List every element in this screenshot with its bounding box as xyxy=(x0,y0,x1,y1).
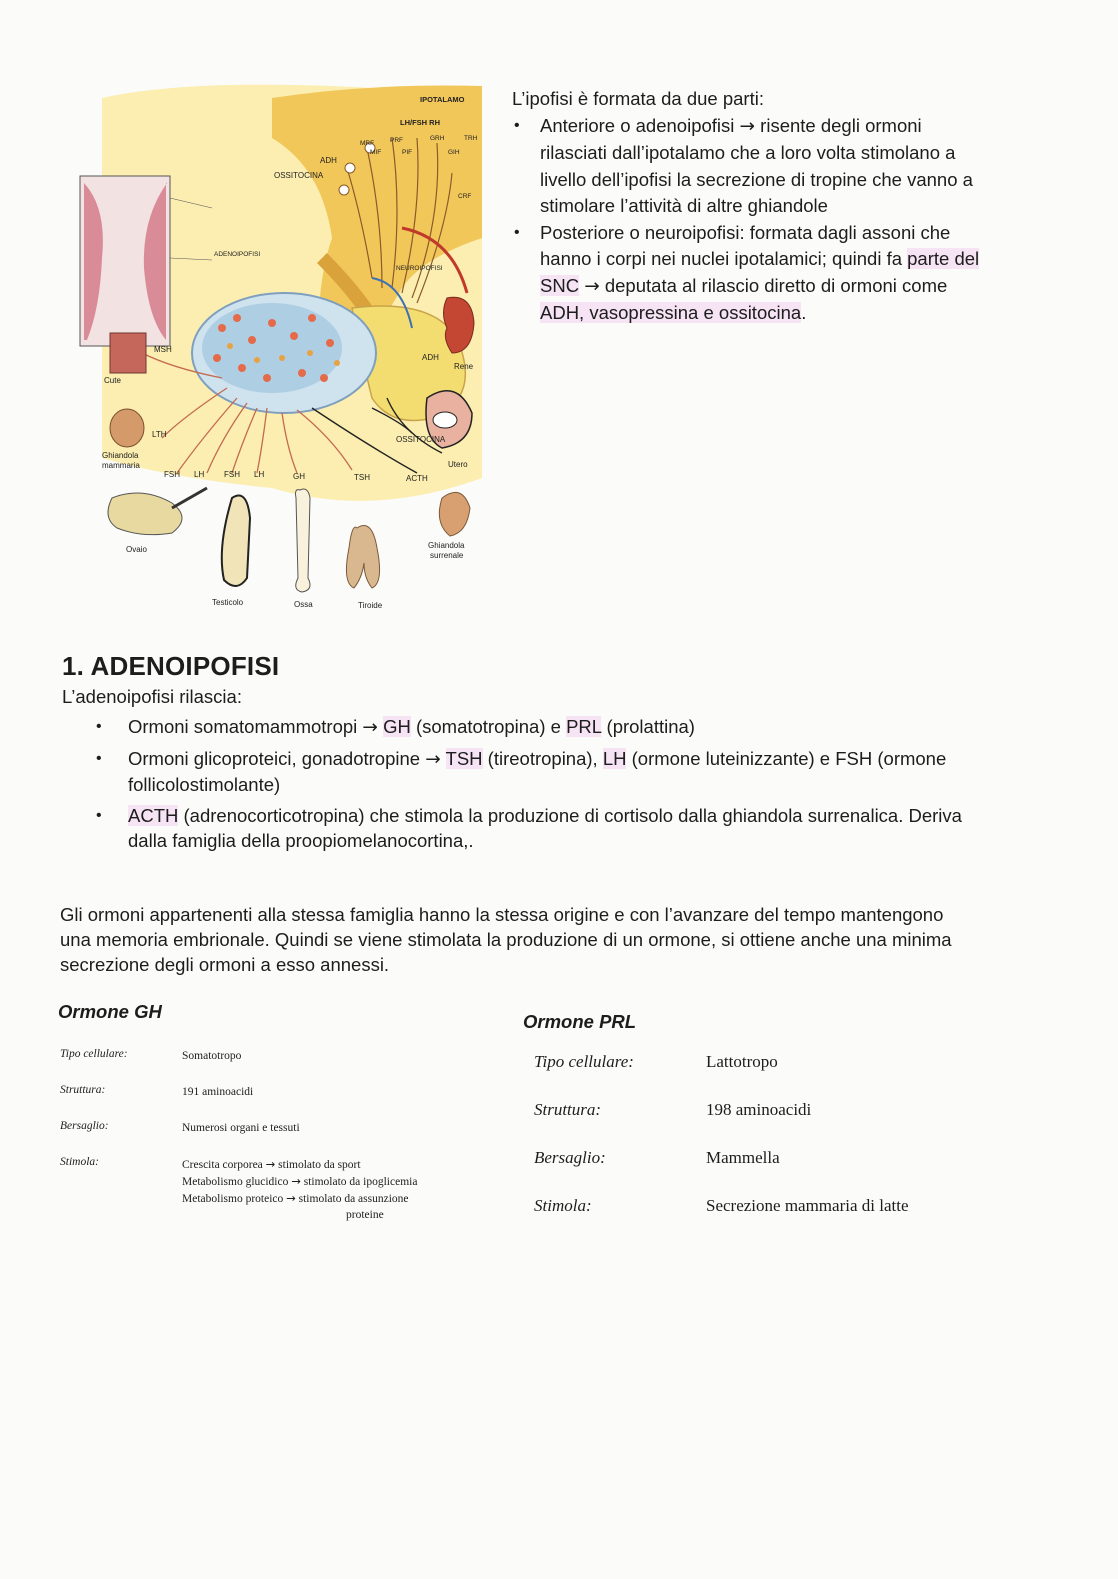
intro-line: L’ipofisi è formata da due parti: xyxy=(512,88,764,109)
prl-tipo-key: Tipo cellulare: xyxy=(534,1052,634,1071)
posterior-end: . xyxy=(801,302,807,323)
fig-label-ossitocina-bottom: OSSITOCINA xyxy=(396,435,446,444)
fig-label-fsh-1: FSH xyxy=(164,470,180,479)
gh-tipo-key: Tipo cellulare: xyxy=(60,1048,128,1060)
hl-tsh: TSH xyxy=(445,748,483,769)
gh-stimola-1a: Crescita corporea xyxy=(182,1159,266,1171)
fig-label-ghiandola-mammaria-2: mammaria xyxy=(102,461,140,470)
fig-label-adh-top: ADH xyxy=(320,156,337,165)
fig-label-pif: PIF xyxy=(402,149,413,156)
gh-bersaglio-value: Numerosi organi e tessuti xyxy=(182,1122,300,1134)
gh-struttura-value: 191 aminoacidi xyxy=(182,1086,254,1098)
fig-label-trh: TRH xyxy=(464,135,478,142)
fig-label-mrf: MRF xyxy=(360,140,375,147)
gh-stimola-key: Stimola: xyxy=(60,1156,99,1168)
table-row xyxy=(60,1156,417,1243)
fig-label-grh: GRH xyxy=(430,135,445,142)
gh-struttura-key: Struttura: xyxy=(60,1084,106,1096)
item2-text-3: (ormone luteinizzante) e FSH (ormone follicolostimolante) xyxy=(128,748,947,795)
fig-label-tiroide: Tiroide xyxy=(358,601,383,610)
fig-label-ghiandola-surrenale-2: surrenale xyxy=(430,551,464,560)
gh-table xyxy=(60,1048,417,1243)
posterior-text-1: : formata dagli assoni che hanno i corpi nei nuclei ipotalamici; quindi fa xyxy=(540,221,951,269)
table-row xyxy=(60,1120,417,1156)
item1-text: Ormoni somatomammotropi xyxy=(128,716,363,737)
posterior-label: Posteriore o neuroipofisi xyxy=(540,221,740,243)
intro-item-anterior xyxy=(512,113,992,220)
item1-text-3: (prolattina) xyxy=(601,716,695,737)
fig-label-adenoipofisi: ADENOIPOFISI xyxy=(214,251,261,258)
intro-block xyxy=(512,86,992,327)
gh-stimola-value xyxy=(182,1156,417,1243)
prl-bersaglio-key: Bersaglio: xyxy=(534,1148,606,1167)
prl-stimola-key: Stimola: xyxy=(534,1196,592,1215)
fig-label-msh: MSH xyxy=(154,345,172,354)
arrow-icon: → xyxy=(286,1191,296,1205)
table-row xyxy=(534,1100,909,1148)
prl-title: Ormone PRL xyxy=(523,1011,637,1032)
section-item-somatomammotropi xyxy=(92,714,992,740)
fig-label-ipotalamo: IPOTALAMO xyxy=(420,95,465,104)
hl-gh: GH xyxy=(383,716,411,737)
arrow-icon: → xyxy=(362,717,378,738)
arrow-icon: → xyxy=(291,1174,301,1188)
fig-label-utero: Utero xyxy=(448,460,468,469)
fig-label-ovaio: Ovaio xyxy=(126,545,147,554)
arrow-icon: → xyxy=(265,1157,276,1171)
prl-struttura-key: Struttura: xyxy=(534,1100,602,1119)
posterior-highlight-snc: parte del SNC xyxy=(540,248,980,296)
table-row xyxy=(534,1196,909,1244)
ossa-organ xyxy=(296,489,311,592)
anterior-text: risente degli ormoni rilasciati dall’ipotalamo che a loro volta stimolano a livello dell’ipofisi la secrezione di tropine che vanno a stimolare l’attività di altre ghiandole xyxy=(540,114,973,216)
fig-label-ghiandola-mammaria-1: Ghiandola xyxy=(102,451,139,460)
prl-tipo-value: Lattotropo xyxy=(706,1052,778,1071)
gh-stimola-3b: stimolato da assunzione xyxy=(295,1193,409,1205)
fig-label-crf: CRF xyxy=(458,193,472,200)
fig-label-adh-rene: ADH xyxy=(422,353,439,362)
item3-text: (adrenocorticotropina) che stimola la produzione di cortisolo dalla ghiandola surrenalica. Deriva dalla famiglia della proopiomelanocortina,. xyxy=(128,805,962,851)
section-item-glicoproteici xyxy=(92,746,992,797)
prl-stimola-value: Secrezione mammaria di latte xyxy=(706,1196,909,1215)
table-row xyxy=(534,1148,909,1196)
fig-label-gh: GH xyxy=(293,472,305,481)
prl-bersaglio-value: Mammella xyxy=(706,1148,780,1167)
gh-stimola-line-1 xyxy=(182,1156,417,1173)
prl-table xyxy=(534,1052,909,1244)
table-row xyxy=(534,1052,909,1100)
fig-label-mif: MIF xyxy=(370,149,382,156)
section-title: 1. ADENOIPOFISI xyxy=(62,651,280,681)
hl-lh: LH xyxy=(602,748,627,769)
ghiandola-surrenale-organ xyxy=(439,492,470,536)
fig-label-acth: ACTH xyxy=(406,474,428,483)
cute-organ xyxy=(110,333,146,373)
gh-stimola-line-2 xyxy=(182,1173,417,1190)
table-row xyxy=(60,1084,417,1120)
fig-label-neuroipofisi: NEUROIPOFISI xyxy=(396,265,443,272)
table-row xyxy=(60,1048,417,1084)
fig-label-gih: GIH xyxy=(448,149,460,156)
gh-stimola-1b: stimolato da sport xyxy=(275,1159,361,1171)
intro-list xyxy=(512,113,992,327)
arrow-icon: → xyxy=(584,275,600,297)
fig-label-testicolo: Testicolo xyxy=(212,598,244,607)
fig-label-fsh-2: FSH xyxy=(224,470,240,479)
ghiandola-mammaria-organ xyxy=(110,409,144,447)
gh-bersaglio-key: Bersaglio: xyxy=(60,1120,109,1132)
hl-prl: PRL xyxy=(566,716,602,737)
section-list xyxy=(92,714,992,859)
posterior-highlight-hormones: ADH, vasopressina e ossitocina xyxy=(540,302,802,323)
hypophysis-diagram xyxy=(72,78,492,623)
fig-label-rene: Rene xyxy=(454,362,474,371)
fig-label-ossa: Ossa xyxy=(294,600,313,609)
gh-title: Ormone GH xyxy=(58,1001,162,1022)
fig-label-lh-1: LH xyxy=(194,470,205,479)
ovaio-organ xyxy=(108,493,182,535)
gh-tipo-value: Somatotropo xyxy=(182,1050,242,1062)
anterior-label: Anteriore o adenoipofisi xyxy=(540,114,735,136)
gh-stimola-2b: stimolato da ipoglicemia xyxy=(300,1176,418,1188)
posterior-text-2: deputata al rilascio diretto di ormoni come xyxy=(599,274,948,296)
arrow-icon: → xyxy=(425,749,441,770)
fig-label-lth: LTH xyxy=(152,430,167,439)
intro-item-posterior xyxy=(512,220,992,327)
fig-label-ossitocina-top: OSSITOCINA xyxy=(274,171,324,180)
fig-label-tsh: TSH xyxy=(354,473,370,482)
testicolo-organ xyxy=(222,496,250,587)
item2-text-2: (tireotropina), xyxy=(482,748,603,769)
prl-struttura-value: 198 aminoacidi xyxy=(706,1100,812,1119)
item1-text-2: (somatotropina) e xyxy=(410,716,567,737)
fig-label-ghiandola-surrenale-1: Ghiandola xyxy=(428,541,465,550)
fig-label-cute: Cute xyxy=(104,376,121,385)
family-paragraph: Gli ormoni appartenenti alla stessa famiglia hanno la stessa origine e con l’avanzare del tempo mantengono una memoria embrionale. Quindi se viene stimolata la produzione di un ormone, si ottiene anche una minima secrezione degli ormoni a esso annessi. xyxy=(60,904,952,975)
item2-text: Ormoni glicoproteici, gonadotropine xyxy=(128,748,426,769)
hl-acth: ACTH xyxy=(128,805,179,826)
fig-label-prf: PRF xyxy=(390,137,403,144)
gh-stimola-2a: Metabolismo glucidico xyxy=(182,1176,292,1188)
fig-label-lh-2: LH xyxy=(254,470,265,479)
section-intro: L’adenoipofisi rilascia: xyxy=(62,686,242,707)
arrow-icon: → xyxy=(739,115,756,137)
gh-stimola-line-4: proteine xyxy=(346,1209,384,1221)
gh-stimola-line-3 xyxy=(182,1190,417,1207)
gh-stimola-3a: Metabolismo proteico xyxy=(182,1193,287,1205)
section-item-acth xyxy=(92,803,992,853)
tiroide-organ xyxy=(346,526,379,589)
fig-label-lhfshrh: LH/FSH RH xyxy=(400,118,440,127)
